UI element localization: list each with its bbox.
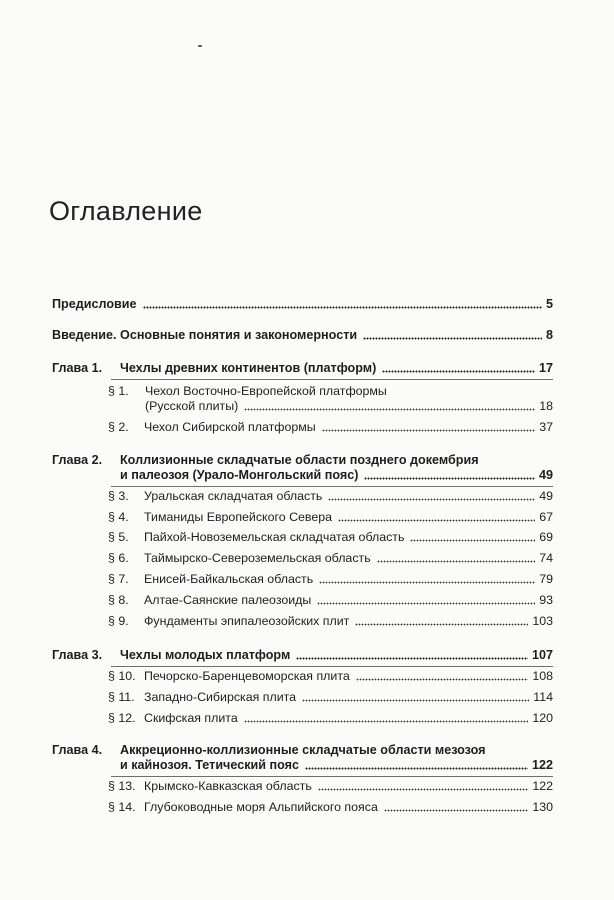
leader-dots <box>318 788 529 791</box>
page-speck <box>198 45 202 47</box>
section-title: Енисей-Байкальская область <box>144 572 314 586</box>
toc-section-7 <box>108 571 553 588</box>
leader-dots <box>317 602 535 605</box>
leader-dots <box>305 767 528 770</box>
section-num: § 9. <box>108 614 129 628</box>
toc-section-13 <box>108 778 553 795</box>
leader-dots <box>364 477 535 480</box>
chapter-1-title-row <box>120 360 553 377</box>
toc-entry-preface <box>52 296 553 313</box>
section-num: § 6. <box>108 551 129 565</box>
leader-dots <box>410 539 535 542</box>
section-title: Глубоководные моря Альпийского пояса <box>144 800 378 814</box>
toc-section-12 <box>108 710 553 727</box>
section-num: § 2. <box>108 420 129 434</box>
toc-section-3 <box>108 488 553 505</box>
leader-dots <box>355 623 528 626</box>
section-num: § 13. <box>108 779 136 793</box>
toc-section-5 <box>108 529 553 546</box>
chapter-2-title-row <box>120 467 553 484</box>
section-title: Алтае-Саянские палеозоиды <box>144 593 312 607</box>
toc-section-9 <box>108 613 553 630</box>
section-title: Крымско-Кавказская область <box>144 779 312 793</box>
chapter-3-head: Глава 3. <box>52 648 103 662</box>
leader-dots <box>328 498 535 501</box>
section-page: 67 <box>539 510 553 524</box>
chapter-4-title-row <box>120 757 553 774</box>
section-title-line1: Чехол Восточно-Европейской платформы <box>145 384 387 398</box>
chapter-4-page: 122 <box>531 758 553 772</box>
section-num: § 5. <box>108 530 129 544</box>
section-num: § 10. <box>108 669 136 683</box>
chapter-3-page: 107 <box>531 648 553 662</box>
section-page: 114 <box>533 690 553 704</box>
section-title: Фундаменты эпипалеозойских плит <box>144 614 350 628</box>
section-title: Уральская складчатая область <box>144 489 323 503</box>
section-title: Печорско-Баренцевоморская плита <box>144 669 350 683</box>
chapter-2-head: Глава 2. <box>52 453 103 467</box>
leader-dots <box>382 370 535 373</box>
leader-dots <box>244 408 535 411</box>
leader-dots <box>319 581 535 584</box>
chapter-1-head: Глава 1. <box>52 361 103 375</box>
section-title: Скифская плита <box>144 711 238 725</box>
toc-section-10 <box>108 668 553 685</box>
section-num: § 1. <box>108 384 129 398</box>
section-num: § 11. <box>108 690 135 704</box>
section-page: 108 <box>532 669 553 683</box>
leader-dots <box>356 678 529 681</box>
toc-section-6 <box>108 550 553 567</box>
section-page: 93 <box>539 593 553 607</box>
toc-section-8 <box>108 592 553 609</box>
section-title: Западно-Сибирская плита <box>144 690 297 704</box>
section-title: Тиманиды Европейского Севера <box>144 510 333 524</box>
toc-section-1 <box>145 398 553 415</box>
section-page: 120 <box>532 711 553 725</box>
chapter-1-page: 17 <box>538 361 553 375</box>
chapter-3-title-row <box>120 647 553 664</box>
toc-entry-page: 5 <box>545 297 553 311</box>
chapter-4-head: Глава 4. <box>52 743 103 757</box>
section-num: § 8. <box>108 593 129 607</box>
section-title: Чехол Сибирской платформы <box>144 420 316 434</box>
toc-entry-label: Предисловие <box>52 297 137 311</box>
toc-section-14 <box>108 799 553 816</box>
chapter-3-rule <box>111 666 553 667</box>
toc-entry-label: Введение. Основные понятия и закономерности <box>52 328 358 342</box>
toc-entry-intro <box>52 327 553 344</box>
leader-dots <box>363 337 542 340</box>
chapter-4-title-line1: Аккреционно-коллизионные складчатые области мезозоя <box>120 743 486 757</box>
section-num: § 7. <box>108 572 129 586</box>
section-num: § 3. <box>108 489 129 503</box>
chapter-2-rule <box>111 486 553 487</box>
section-page: 130 <box>532 800 553 814</box>
chapter-4-rule <box>111 776 553 777</box>
section-page: 103 <box>532 614 553 628</box>
section-page: 79 <box>539 572 553 586</box>
chapter-2-title-line1: Коллизионные складчатые области позднего докембрия <box>120 453 479 467</box>
chapter-2-title-line2: и палеозоя (Урало-Монгольский пояс) <box>120 468 359 482</box>
section-page: 74 <box>539 551 553 565</box>
toc-section-4 <box>108 509 553 526</box>
section-page: 69 <box>539 530 553 544</box>
toc-entry-page: 8 <box>545 328 553 342</box>
toc-section-2 <box>108 419 553 436</box>
chapter-1-rule <box>111 379 553 380</box>
leader-dots <box>377 560 536 563</box>
leader-dots <box>322 429 536 432</box>
leader-dots <box>384 809 528 812</box>
toc-section-11 <box>108 689 553 706</box>
section-page: 49 <box>539 489 553 503</box>
chapter-2-page: 49 <box>538 468 553 482</box>
section-title: Таймырско-Североземельская область <box>144 551 371 565</box>
section-num: § 4. <box>108 510 129 524</box>
section-page: 18 <box>539 399 553 413</box>
leader-dots <box>143 306 542 309</box>
section-num: § 14. <box>108 800 136 814</box>
section-title: Пайхой-Новоземельская складчатая область <box>144 530 405 544</box>
chapter-3-title: Чехлы молодых платформ <box>120 648 291 662</box>
leader-dots <box>338 519 535 522</box>
chapter-4-title-line2: и кайнозоя. Тетический пояс <box>120 758 299 772</box>
leader-dots <box>296 657 528 660</box>
section-page: 122 <box>532 779 553 793</box>
leader-dots <box>244 720 529 723</box>
section-num: § 12. <box>108 711 136 725</box>
leader-dots <box>302 699 529 702</box>
page-title: Оглавление <box>49 196 203 227</box>
chapter-1-title: Чехлы древних континентов (платформ) <box>120 361 377 375</box>
section-title-line2: (Русской плиты) <box>145 399 239 413</box>
section-page: 37 <box>539 420 553 434</box>
